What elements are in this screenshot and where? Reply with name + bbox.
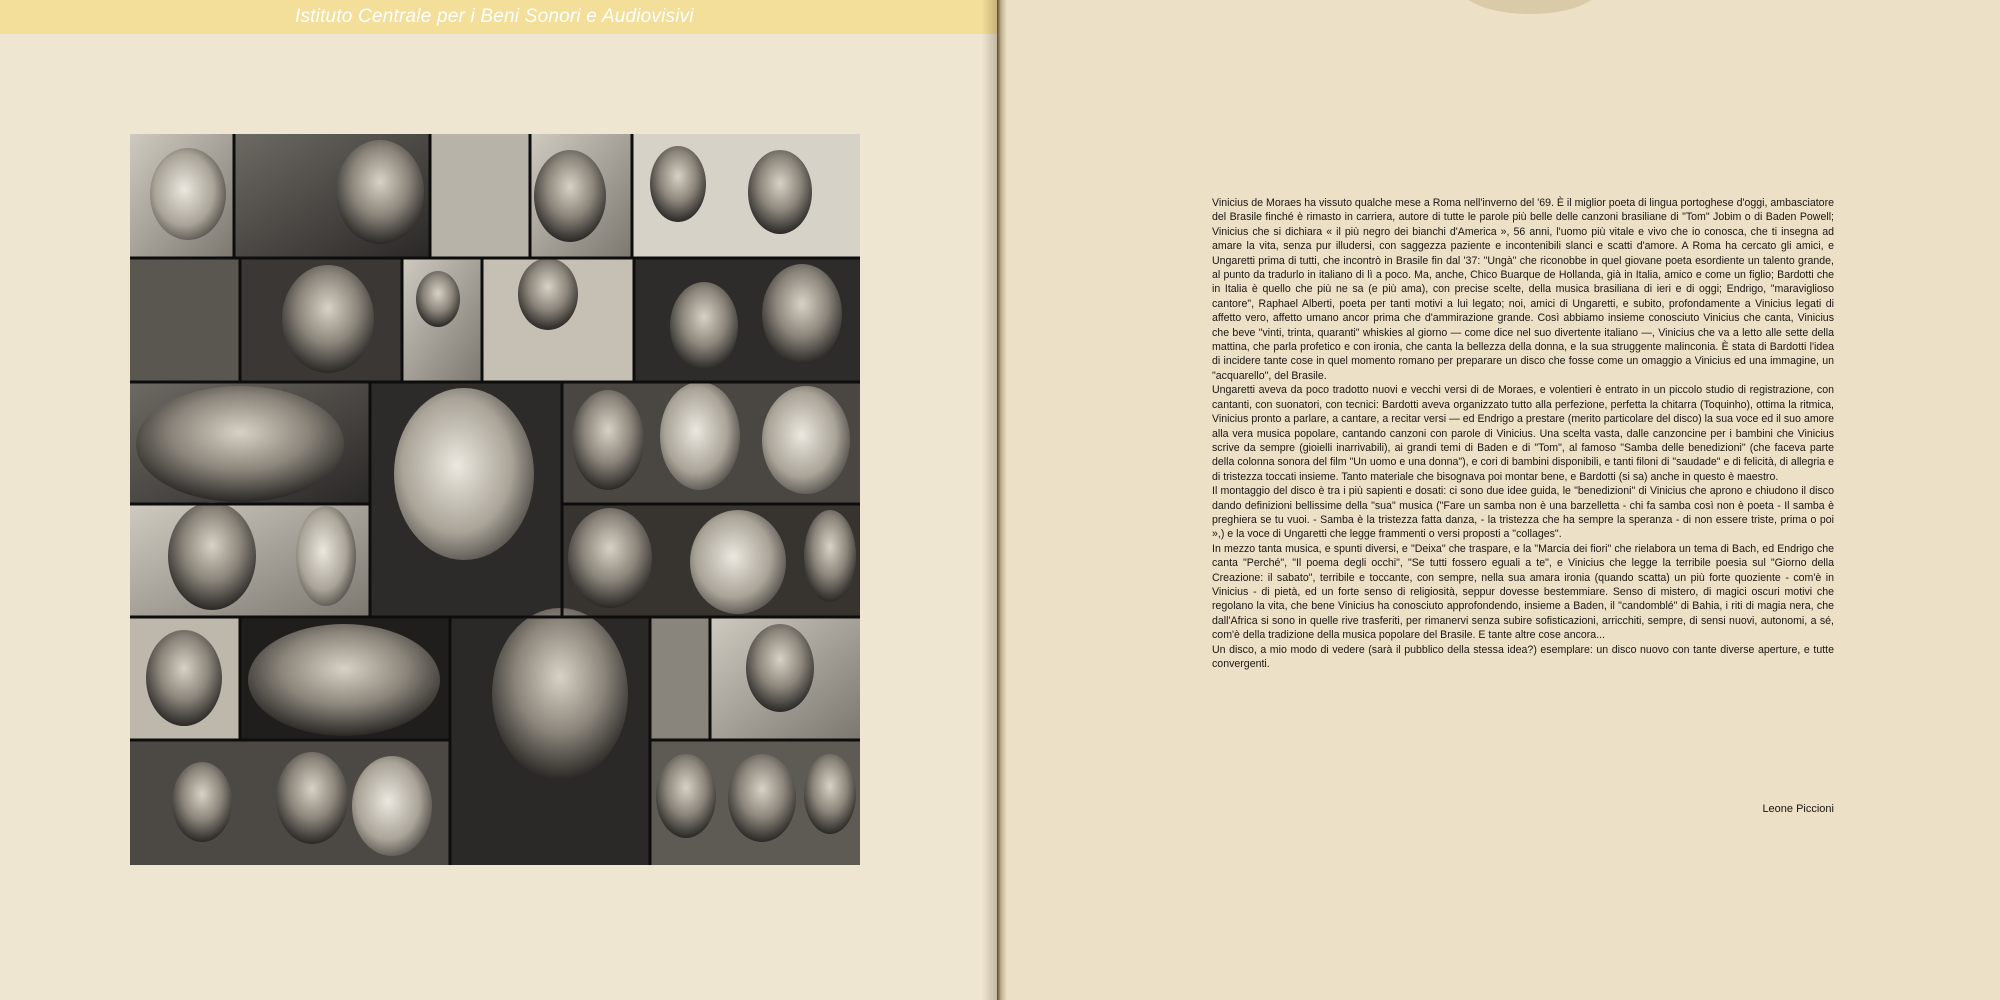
archive-banner bbox=[0, 0, 1000, 34]
essay-paragraph: Il montaggio del disco è tra i più sapienti e dosati: ci sono due idee guida, le "benedizioni" di Vinicius che aprono e chiudono il disco dando definizioni bellissime della "sua" musica ("Fare un samba non è una barzelletta - chi fa samba così non è poeta - Il samba è preghiera se tu vuoi. - Samba è la tristezza fatta danza, - la tristezza che ha sempre la speranza - di non essere triste, prima o poi »,) e la voce di Ungaretti che legge frammenti o versi proposti a "collages". bbox=[1212, 485, 1834, 541]
liner-notes-essay bbox=[1212, 196, 1834, 671]
photo-collage-icon bbox=[130, 134, 860, 865]
essay-paragraph: In mezzo tanta musica, e spunti diversi, e "Deixa" che traspare, e la "Marcia dei fiori" che rielabora un tema di Bach, ed Endrigo che canta "Perché", "Il poema degli occhi", "Se tutti fossero eguali a te", e Vinicius che legge la terribile poesia sul "Giorno della Creazione: il sabato", terribile e toccante, con sempre, nella sua amara ironia (quando scatta) un più forte quoziente - com'è in Vinicius - di pietà, ed un forte senso di religiosità, seppur dovesse bestemmiare. Senso di mistero, di magici oscuri motivi che regolano la vita, che bene Vinicius ha conosciuto approfondendo, insieme a Baden, il "candomblé" di Bahia, i riti di magia nera, che dall'Africa si sono in quelle rive trasferiti, per rimanervi senza subire sofisticazioni, arricchiti, sempre, di sensi nuovi, autonomi, a sé, com'è della tradizione della musica popolare del Brasile. E tante altre cose ancora... bbox=[1212, 542, 1834, 642]
essay-paragraph: Ungaretti aveva da poco tradotto nuovi e vecchi versi di de Moraes, e volentieri è entrato in un piccolo studio di registrazione, con cantanti, con suonatori, con tecnici: Bardotti aveva organizzato tutto alla perfezione, perfetta la chitarra (Toquinho), ottima la ritmica, Vinicius pronto a parlare, a cantare, a recitar versi — ed Endrigo a prestare (merito particolare del disco) la sua voce ed il suo amore alla vera musica popolare, cantando canzoni con parole di Vinicius. Una scelta vasta, dalle canzoncine per i bambini che Vinicius scrive da sempre (gioielli inarrivabili), ai grandi temi di Baden e di "Tom", al famoso "Samba delle benedizioni" (che faceva parte della colonna sonora del film "Un uomo e una donna"), e cori di bambini disponibili, e tanti filoni di "saudade" e di felicità, di allegria e di tristezza toccati insieme. Tanto materiale che bisognava poi montar bene, e Bardotti (si sa) anche in questo è maestro. bbox=[1212, 384, 1834, 483]
photo-collage bbox=[130, 134, 860, 865]
archive-banner-text: Istituto Centrale per i Beni Sonori e Audiovisivi bbox=[295, 6, 694, 27]
author-signature: Leone Piccioni bbox=[1762, 803, 1834, 815]
page-gutter bbox=[997, 0, 1007, 1000]
essay-paragraph: Un disco, a mio modo di vedere (sarà il pubblico della stessa idea?) esemplare: un disco nuovo con tante diverse aperture, e tutte convergenti. bbox=[1212, 643, 1834, 670]
essay-paragraph: Vinicius de Moraes ha vissuto qualche mese a Roma nell'inverno del '69. È il miglior poeta di lingua portoghese d'oggi, ambasciatore del Brasile finché è rimasto in carriera, autore di tutte le parole più belle delle canzoni brasiliane di "Tom" Jobim o di Baden Powell; Vinicius che si dichiara « il più negro dei bianchi d'America », 56 anni, l'uomo più vitale e vivo che io conosca, che ti insegna ad amare la vita, senza pur illudersi, con saggezza paziente e incontenibili slanci e scatti d'amore. A Roma ha cercato gli amici, e Ungaretti prima di tutti, che incontrò in Brasile fin dal '37: "Ungà" che riconobbe in quel giovane poeta esordiente un talento grande, al punto da tradurlo in italiano di lì a poco. Ma, anche, Chico Buarque de Hollanda, già in Italia, amico e come un figlio; Bardotti che in Italia è quello che più ne sa (e più ama), con precise scelte, della musica brasiliana di ieri e di oggi; Endrigo, "maraviglioso cantore", Raphael Alberti, poeta per tanti motivi a lui legato; noi, amici di Ungaretti, e subito, profondamente a Vinicius legati di affetto vero, affetto umano ancor prima che d'ammirazione grande. Così abbiamo insieme conosciuto Vinicius che canta, Vinicius che beve "vinti, trinta, quaranti" whiskies al giorno — come dice nel suo divertente italiano —, Vinicius che va a letto alle sette della mattina, che parla profetico e con ironia, che canta la bellezza della donna, e la sua struggente malinconia. È stata di Bardotti l'idea di incidere tante cose in quel momento romano per preparare un disco che fosse come un omaggio a Vinicius ed una immagine, un "acquarello", del Brasile. bbox=[1212, 197, 1834, 382]
